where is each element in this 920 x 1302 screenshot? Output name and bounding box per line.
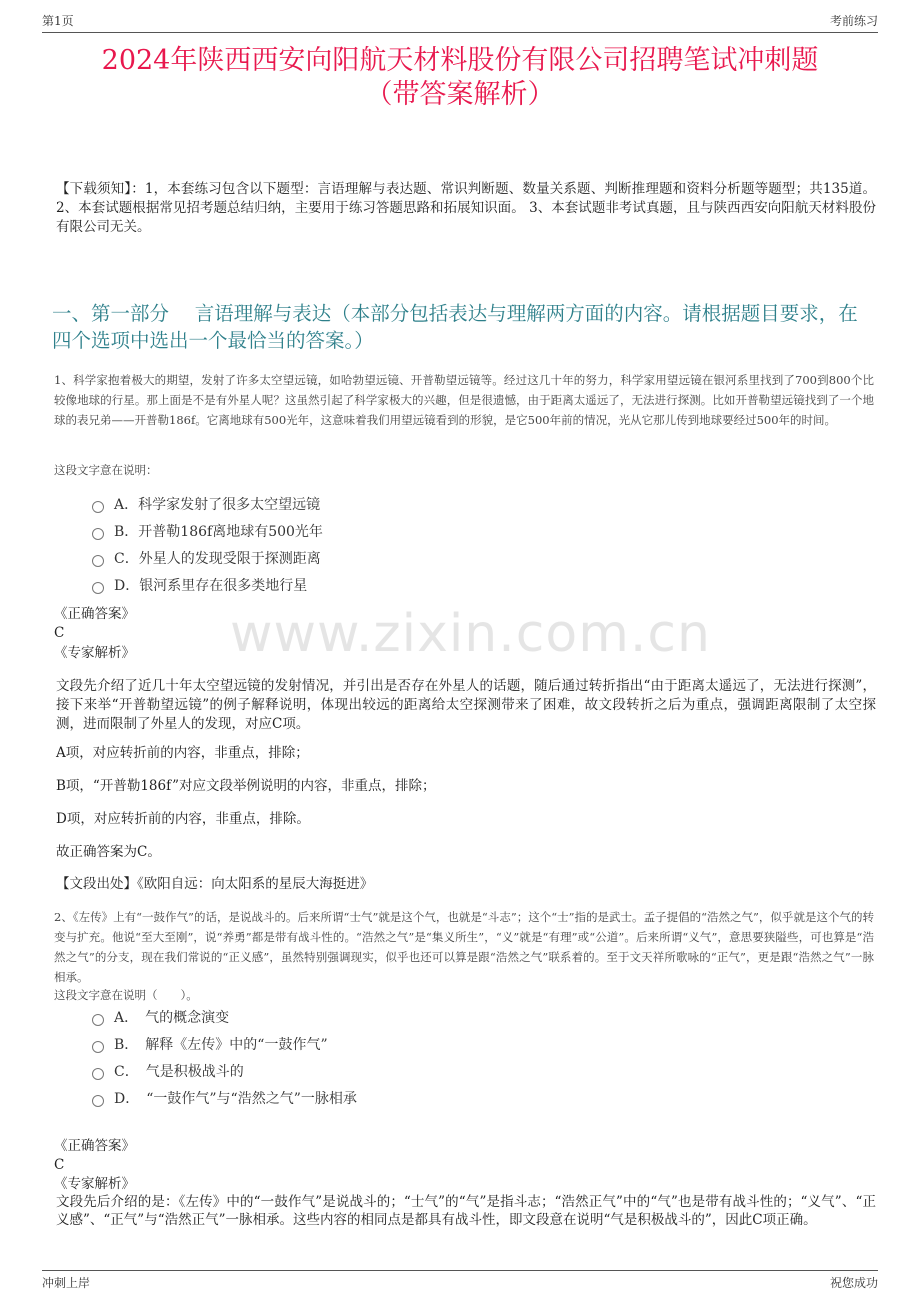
radio-icon[interactable] — [92, 528, 104, 540]
radio-icon[interactable] — [92, 1068, 104, 1080]
question-1-note-a: A项，对应转折前的内容，非重点，排除； — [56, 745, 309, 761]
question-1-option-b[interactable] — [92, 522, 323, 542]
page-title: 2024年陕西西安向阳航天材料股份有限公司招聘笔试冲刺题 — [101, 45, 819, 76]
question-2-answer-label: 《正确答案》 — [54, 1138, 135, 1154]
question-1-option-d[interactable] — [92, 576, 307, 596]
question-1-stem: 1、科学家抱着极大的期望，发射了许多太空望远镜，如哈勃望远镜、开普勒望远镜等。经过这几十年的努力，科学家用望远镜在银河系里找到了700到800个比较像地球的行星。那上面是不是有外星人呢？这虽然引起了科学家极大的兴趣，但是很遗憾，由于距离太遥远了，无法进行探测。比如开普勒望远镜找到了一个地球的表兄弟——开普勒186f。它离地球有500光年，这意味着我们用望远镜看到的形貌，是它500年前的情况，光从它那儿传到地球要经过500年的时间。 — [54, 373, 874, 427]
question-2-option-a[interactable] — [92, 1008, 229, 1028]
question-1-source: 【文段出处】《欧阳自远：向太阳系的星辰大海挺进》 — [56, 876, 374, 892]
option-label: C．外星人的发现受限于探测距离 — [114, 551, 321, 567]
radio-icon[interactable] — [92, 582, 104, 594]
header-label: 考前练习 — [829, 14, 878, 28]
header-divider — [42, 32, 878, 33]
question-1-analysis: 文段先介绍了近几十年太空望远镜的发射情况，并引出是否存在外星人的话题，随后通过转折指出“由于距离太遥远了，无法进行探测”，接下来举“开普勒望远镜”的例子解释说明，体现出较远的距离给太空探测带来了困难，故文段转折之后为重点，强调距离限制了太空探测，进而限制了外星人的发现，对应C项。 — [56, 678, 876, 732]
radio-icon[interactable] — [92, 1041, 104, 1053]
footer-right: 祝您成功 — [829, 1276, 878, 1290]
question-1-prompt: 这段文字意在说明： — [54, 463, 158, 477]
option-label: A． 气的概念演变 — [114, 1010, 230, 1026]
question-1-analysis-label: 《专家解析》 — [54, 645, 135, 661]
question-1-conclusion: 故正确答案为C。 — [56, 844, 161, 860]
footer-divider — [42, 1270, 878, 1271]
question-2-prompt: 这段文字意在说明（ ）。 — [54, 988, 198, 1002]
option-label: B．开普勒186f离地球有500光年 — [114, 524, 323, 540]
question-2-option-b[interactable] — [92, 1035, 328, 1055]
question-2-stem: 2、《左传》上有“一鼓作气”的话，是说战斗的。后来所谓“士气”就是这个气，也就是“斗志”；这个“士”指的是武士。孟子提倡的“浩然之气”，似乎就是这个气的转变与扩充。他说“至大至刚”，说“养勇”都是带有战斗性的。“浩然之气”是“集义所生”，“义”就是“有理”或“公道”。后来所谓“义气”，意思要狭隘些，可也算是“浩然之气”的分支，现在我们常说的“正义感”，虽然特别强调现实，似乎也还可以算是跟“浩然之气”联系着的。至于文天祥所歌咏的“正气”，更是跟“浩然之气”一脉相承。 — [54, 910, 874, 984]
question-2-option-d[interactable] — [92, 1089, 357, 1109]
section-title: 一、第一部分 言语理解与表达（本部分包括表达与理解两方面的内容。请根据题目要求，在四个选项中选出一个最恰当的答案。） — [52, 302, 858, 352]
option-label: D． “一鼓作气”与“浩然之气”一脉相承 — [114, 1091, 357, 1107]
question-1-answer-label: 《正确答案》 — [54, 606, 135, 622]
question-1-note-d: D项，对应转折前的内容，非重点，排除。 — [56, 811, 310, 827]
question-1-option-c[interactable] — [92, 549, 321, 569]
footer-left: 冲刺上岸 — [42, 1276, 91, 1290]
question-1-answer: C — [54, 625, 65, 641]
question-1-note-b: B项，“开普勒186f”对应文段举例说明的内容，非重点，排除； — [56, 778, 436, 794]
question-1-option-a[interactable] — [92, 495, 320, 515]
question-2-analysis: 文段先后介绍的是：《左传》中的“一鼓作气”是说战斗的；“士气”的“气”是指斗志；“浩然正气”中的“气”也是带有战斗性的；“义气”、“正义感”、“正气”与“浩然正气”一脉相承。这些内容的相同点是都具有战斗性，即文段意在说明“气是积极战斗的”，因此C项正确。 — [56, 1194, 876, 1228]
option-label: A．科学家发射了很多太空望远镜 — [114, 497, 321, 513]
question-2-analysis-label: 《专家解析》 — [54, 1176, 135, 1192]
download-notice: 【下载须知】：1，本套练习包含以下题型：言语理解与表达题、常识判断题、数量关系题、判断推理题和资料分析题等题型；共135道。 2、本套试题根据常见招考题总结归纳，主要用于练习答题思路和拓展知识面。 3、本套试题非考试真题，且与陕西西安向阳航天材料股份有限公司无关。 — [56, 181, 876, 235]
question-2-answer: C — [54, 1157, 65, 1173]
page-subtitle: （带答案解析） — [365, 79, 555, 110]
question-2-option-c[interactable] — [92, 1062, 244, 1082]
radio-icon[interactable] — [92, 555, 104, 567]
radio-icon[interactable] — [92, 1014, 104, 1026]
option-label: D．银河系里存在很多类地行星 — [114, 578, 308, 594]
radio-icon[interactable] — [92, 1095, 104, 1107]
watermark: www.zixin.com.cn — [230, 604, 711, 664]
header-page-number: 第1页 — [42, 14, 74, 28]
option-label: B． 解释《左传》中的“一鼓作气” — [114, 1037, 328, 1053]
radio-icon[interactable] — [92, 501, 104, 513]
option-label: C． 气是积极战斗的 — [114, 1064, 244, 1080]
